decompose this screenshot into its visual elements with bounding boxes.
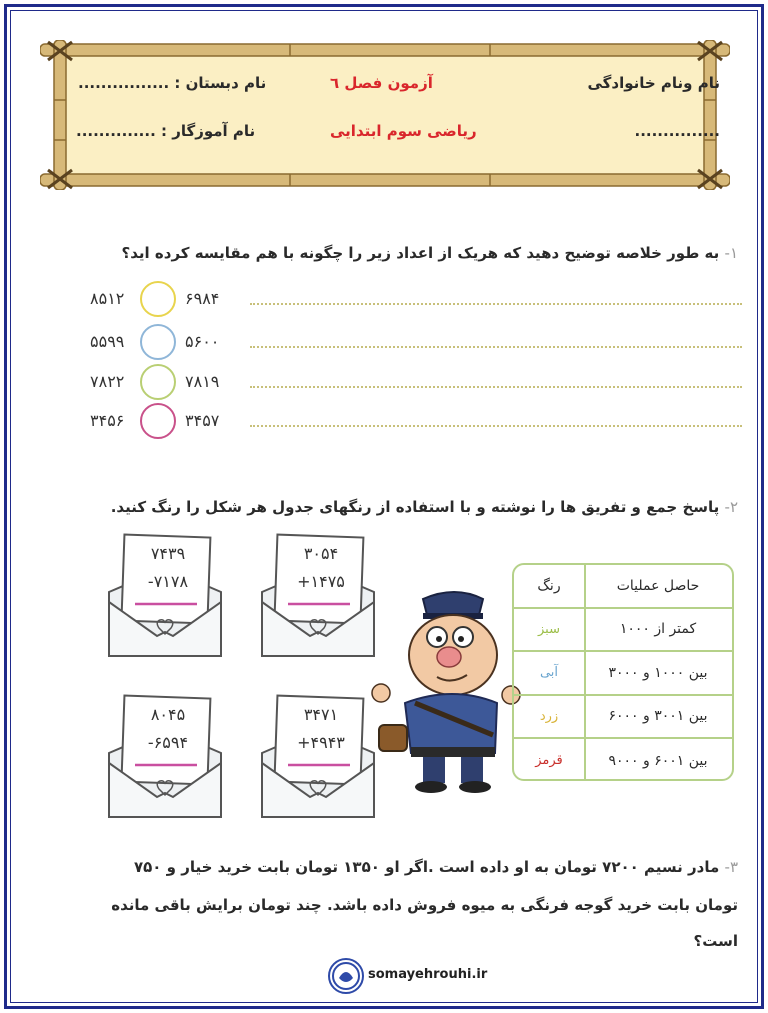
comparison-number-right: ۵۶۰۰	[185, 332, 220, 351]
question-1-text: به طور خلاصه توضیح دهید که هریک از اعداد زیر را چگونه با هم مقایسه کرده اید؟	[121, 244, 720, 262]
table-operation-range: بین ۱۰۰۰ و ۳۰۰۰	[608, 664, 708, 681]
site-logo-icon	[328, 958, 364, 994]
comparison-row	[0, 281, 768, 321]
header-scroll	[40, 40, 730, 190]
table-operation-range: کمتر از ۱۰۰۰	[619, 621, 697, 638]
comparison-circle[interactable]	[140, 364, 176, 400]
student-name-blank[interactable]: ...............	[634, 122, 720, 140]
mailman-illustration	[365, 585, 525, 795]
question-3-line-3: است؟	[693, 932, 738, 950]
color-table-header	[514, 565, 732, 609]
bamboo-frame-graphic	[40, 40, 730, 190]
envelope-problem[interactable]	[258, 693, 378, 823]
table-color-name: آبی	[514, 652, 586, 694]
comparison-row	[0, 403, 768, 443]
footer	[0, 956, 768, 996]
envelope-problem[interactable]	[105, 693, 225, 823]
comparison-number-left: ۸۵۱۲	[90, 289, 125, 308]
answer-dotted-line[interactable]	[250, 425, 742, 427]
question-3-number: ۳-	[724, 858, 738, 876]
school-name-field[interactable]: نام دبستان : ................	[78, 74, 267, 92]
table-color-name: زرد	[514, 696, 586, 738]
question-3-line-2: تومان بابت خرید گوجه فرنگی به میوه فروش داده باشد. چند تومان برایش باقی مانده	[111, 896, 738, 914]
teacher-name-field[interactable]: نام آموزگار : ..............	[76, 122, 256, 140]
comparison-number-right: ۳۴۵۷	[185, 411, 220, 430]
site-url[interactable]: somayehrouhi.ir	[368, 967, 488, 982]
question-2-number: ۲-	[724, 498, 738, 516]
question-2-text: پاسخ جمع و تفریق ها را نوشته و با استفاده از رنگهای جدول هر شکل را رنگ کنید.	[110, 498, 720, 516]
question-2	[111, 498, 738, 516]
color-table-row	[514, 696, 732, 740]
color-table-row	[514, 652, 732, 696]
envelope-bottom-number: -۷۱۷۸	[147, 572, 189, 591]
comparison-number-left: ۷۸۲۲	[90, 372, 125, 391]
envelope-bottom-number: +۱۴۷۵	[297, 572, 345, 591]
envelope-top-number: ۳۰۵۴	[303, 544, 339, 563]
comparison-circle[interactable]	[140, 403, 176, 439]
question-1	[122, 244, 738, 262]
color-table-row	[514, 739, 732, 781]
envelope-top-number: ۳۴۷۱	[303, 705, 339, 724]
envelope-top-number: ۸۰۴۵	[150, 705, 186, 724]
envelope-problem[interactable]	[258, 532, 378, 662]
table-header-operation: حاصل عملیات	[616, 577, 700, 594]
student-name-label: نام ونام خانوادگی	[587, 74, 720, 92]
table-color-name: قرمز	[514, 739, 586, 781]
answer-dotted-line[interactable]	[250, 303, 742, 305]
comparison-number-right: ۶۹۸۴	[185, 289, 220, 308]
comparison-row	[0, 364, 768, 404]
answer-dotted-line[interactable]	[250, 346, 742, 348]
table-color-name: سبز	[514, 609, 586, 651]
color-table-row	[514, 609, 732, 653]
table-header-color: رنگ	[514, 565, 586, 607]
comparison-number-right: ۷۸۱۹	[185, 372, 220, 391]
color-table	[512, 563, 734, 781]
table-operation-range: بین ۶۰۰۱ و ۹۰۰۰	[608, 752, 708, 769]
exam-title: آزمون فصل ٦	[330, 74, 433, 92]
envelope-top-number: ۷۴۳۹	[150, 544, 186, 563]
question-3-line-1	[134, 858, 738, 876]
envelope-problem[interactable]	[105, 532, 225, 662]
question-3-text-1: مادر نسیم ۷۲۰۰ تومان به او داده است .اگر او ۱۳۵۰ تومان بابت خرید خیار و ۷۵۰	[133, 858, 720, 876]
comparison-circle[interactable]	[140, 324, 176, 360]
comparison-row	[0, 324, 768, 364]
question-1-number: ۱-	[724, 244, 738, 262]
envelope-bottom-number: -۶۵۹۴	[147, 733, 189, 752]
table-operation-range: بین ۳۰۰۱ و ۶۰۰۰	[608, 708, 708, 725]
comparison-number-left: ۵۵۹۹	[90, 332, 125, 351]
comparison-circle[interactable]	[140, 281, 176, 317]
subject-title: ریاضی سوم ابتدایی	[330, 122, 477, 140]
answer-dotted-line[interactable]	[250, 386, 742, 388]
comparison-number-left: ۳۴۵۶	[90, 411, 125, 430]
envelope-bottom-number: +۴۹۴۳	[297, 733, 345, 752]
